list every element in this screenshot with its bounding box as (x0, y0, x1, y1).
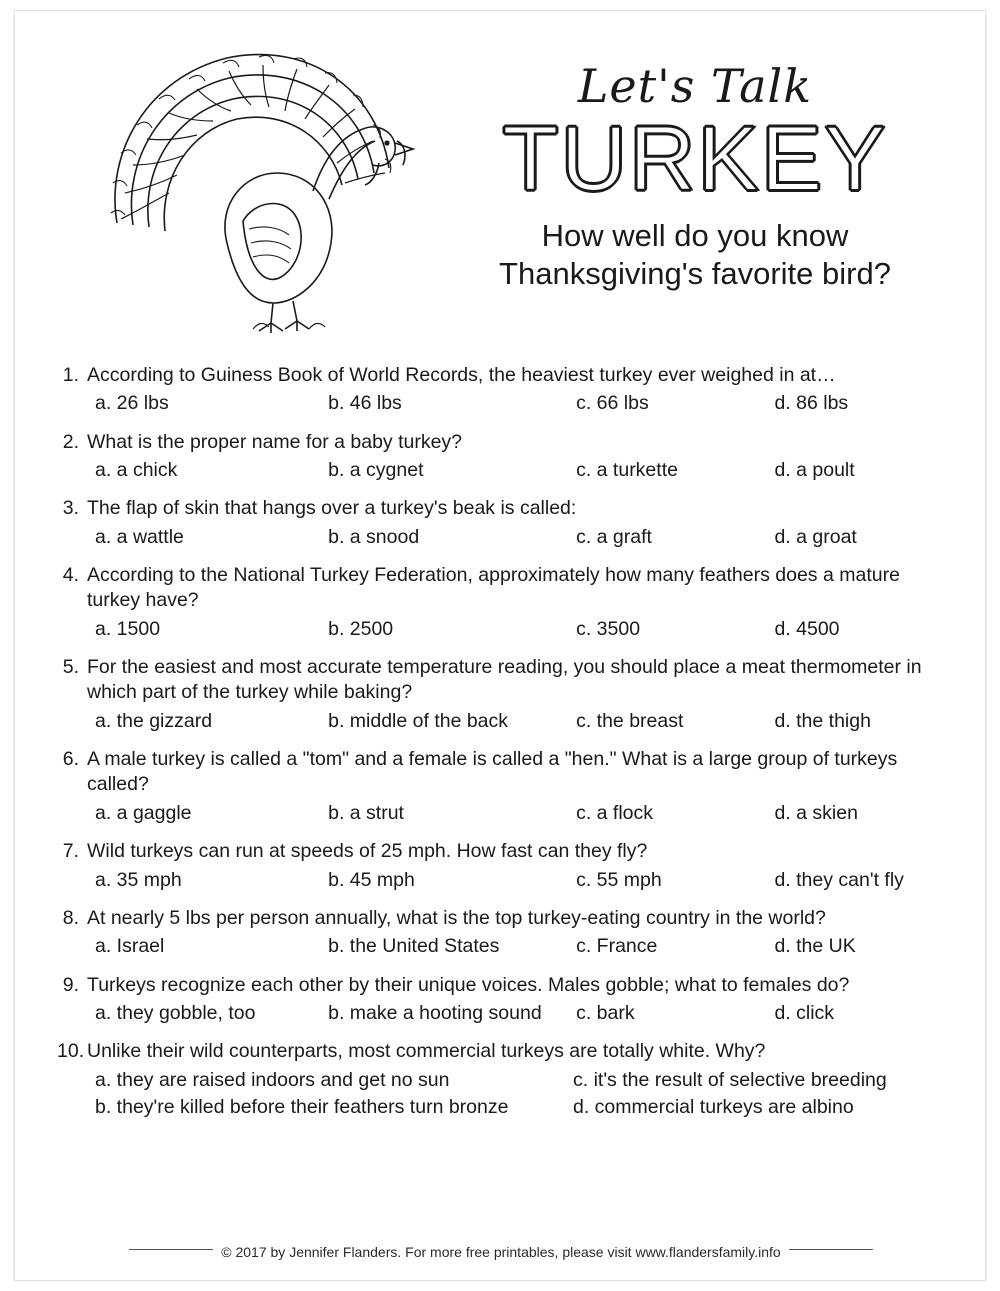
answer-option[interactable]: b. a strut (328, 801, 404, 824)
answer-options (57, 391, 953, 416)
answer-option[interactable]: c. it's the result of selective breeding (573, 1068, 887, 1091)
quiz-question (57, 747, 953, 826)
answer-options (57, 1001, 953, 1026)
question-text: The flap of skin that hangs over a turkey's beak is called: (87, 497, 577, 520)
quiz-question (57, 363, 953, 417)
question-number: 6. (62, 748, 79, 771)
printable-page (14, 10, 986, 1281)
question-number: 1. (62, 364, 79, 386)
footer-text: © 2017 by Jennifer Flanders. For more free printables, please visit www.flandersfamily.info (221, 1244, 781, 1260)
answer-option[interactable]: c. bark (576, 1001, 635, 1024)
answer-option[interactable]: d. 4500 (774, 617, 840, 640)
question-number: 8. (62, 906, 79, 929)
answer-options (57, 868, 953, 893)
answer-options (57, 1068, 953, 1121)
answer-option[interactable]: a. Israel (95, 935, 165, 958)
answer-option[interactable]: c. a turkette (576, 459, 678, 482)
answer-option[interactable]: a. a wattle (95, 525, 184, 548)
answer-option[interactable]: d. the UK (774, 935, 856, 958)
footer-credit (15, 1244, 987, 1260)
quiz-question (57, 563, 953, 642)
answer-options (57, 709, 953, 734)
turkey-illustration (77, 33, 427, 343)
answer-option[interactable]: b. 2500 (328, 617, 394, 640)
answer-option[interactable]: a. 1500 (95, 617, 161, 640)
question-number: 5. (62, 656, 79, 679)
quiz-question (57, 496, 953, 550)
quiz-question (57, 906, 953, 960)
answer-option[interactable]: a. a chick (95, 459, 178, 482)
question-text: Wild turkeys can run at speeds of 25 mph. How fast can they fly? (87, 840, 648, 863)
quiz-question (57, 655, 953, 734)
answer-option[interactable]: b. make a hooting sound (328, 1001, 542, 1024)
question-text: Turkeys recognize each other by their unique voices. Males gobble; what to females do? (87, 973, 850, 996)
answer-options (57, 525, 953, 550)
answer-option[interactable]: b. they're killed before their feathers turn bronze (95, 1095, 509, 1118)
answer-option[interactable]: c. a graft (576, 525, 652, 548)
answer-option[interactable]: c. 66 lbs (576, 392, 649, 415)
answer-option[interactable]: a. 35 mph (95, 868, 182, 891)
question-text: A male turkey is called a "tom" and a female is called a "hen." What is a large group of turkeys called? (87, 748, 898, 796)
question-text: For the easiest and most accurate temperature reading, you should place a meat thermometer in which part of the turkey while baking? (87, 656, 922, 704)
answer-option[interactable]: a. they gobble, too (95, 1001, 256, 1024)
answer-option[interactable]: b. middle of the back (328, 709, 509, 732)
question-number: 10. (57, 1040, 85, 1063)
quiz-question (57, 430, 953, 484)
question-text: According to Guiness Book of World Records, the heaviest turkey ever weighed in at… (87, 364, 836, 386)
answer-option[interactable]: b. a snood (328, 525, 420, 548)
quiz-question (57, 1039, 953, 1120)
answer-option[interactable]: b. 46 lbs (328, 392, 402, 415)
answer-option[interactable]: b. a cygnet (328, 459, 424, 482)
answer-option[interactable]: b. the United States (328, 935, 500, 958)
footer-rule-right (789, 1249, 873, 1250)
quiz-question (57, 973, 953, 1027)
answer-option[interactable]: d. a poult (774, 459, 855, 482)
answer-option[interactable]: c. the breast (576, 709, 684, 732)
question-number: 4. (62, 564, 79, 587)
quiz-question (57, 839, 953, 893)
page-title: TURKEY (502, 108, 888, 210)
answer-option[interactable]: d. commercial turkeys are albino (573, 1095, 854, 1118)
answer-option[interactable]: d. 86 lbs (774, 392, 849, 415)
answer-options (57, 617, 953, 642)
answer-option[interactable]: c. a flock (576, 801, 654, 824)
question-text: At nearly 5 lbs per person annually, what is the top turkey-eating country in the world? (87, 906, 826, 929)
answer-option[interactable]: d. a skien (774, 801, 858, 824)
answer-option[interactable]: a. 26 lbs (95, 392, 169, 415)
answer-option[interactable]: d. a groat (774, 525, 857, 548)
answer-option[interactable]: d. the thigh (774, 709, 871, 732)
answer-option[interactable]: c. France (576, 935, 658, 958)
question-number: 7. (62, 840, 79, 863)
answer-option[interactable]: d. click (774, 1001, 835, 1024)
answer-option[interactable]: b. 45 mph (328, 868, 415, 891)
answer-options (57, 934, 953, 959)
title-block (435, 59, 955, 292)
subtitle-line-1: How well do you know (541, 217, 849, 253)
question-text: What is the proper name for a baby turkey? (87, 430, 463, 453)
answer-option[interactable]: d. they can't fly (774, 868, 904, 891)
answer-option[interactable]: a. the gizzard (95, 709, 213, 732)
page-header (15, 11, 985, 346)
answer-option[interactable]: a. they are raised indoors and get no sun (95, 1068, 450, 1091)
script-title: Let's Talk (577, 59, 813, 113)
question-text: Unlike their wild counterparts, most commercial turkeys are totally white. Why? (87, 1040, 766, 1063)
answer-option[interactable]: c. 3500 (576, 617, 641, 640)
footer-rule-left (129, 1249, 213, 1250)
question-number: 9. (62, 973, 79, 996)
answer-options (57, 458, 953, 483)
answer-option[interactable]: a. a gaggle (95, 801, 192, 824)
question-number: 3. (62, 497, 79, 520)
quiz-list (15, 363, 987, 1133)
subtitle-line-2: Thanksgiving's favorite bird? (499, 255, 891, 291)
answer-option[interactable]: c. 55 mph (576, 868, 662, 891)
question-text: According to the National Turkey Federation, approximately how many feathers does a mature turkey have? (87, 564, 900, 612)
answer-options (57, 801, 953, 826)
question-number: 2. (62, 430, 79, 453)
